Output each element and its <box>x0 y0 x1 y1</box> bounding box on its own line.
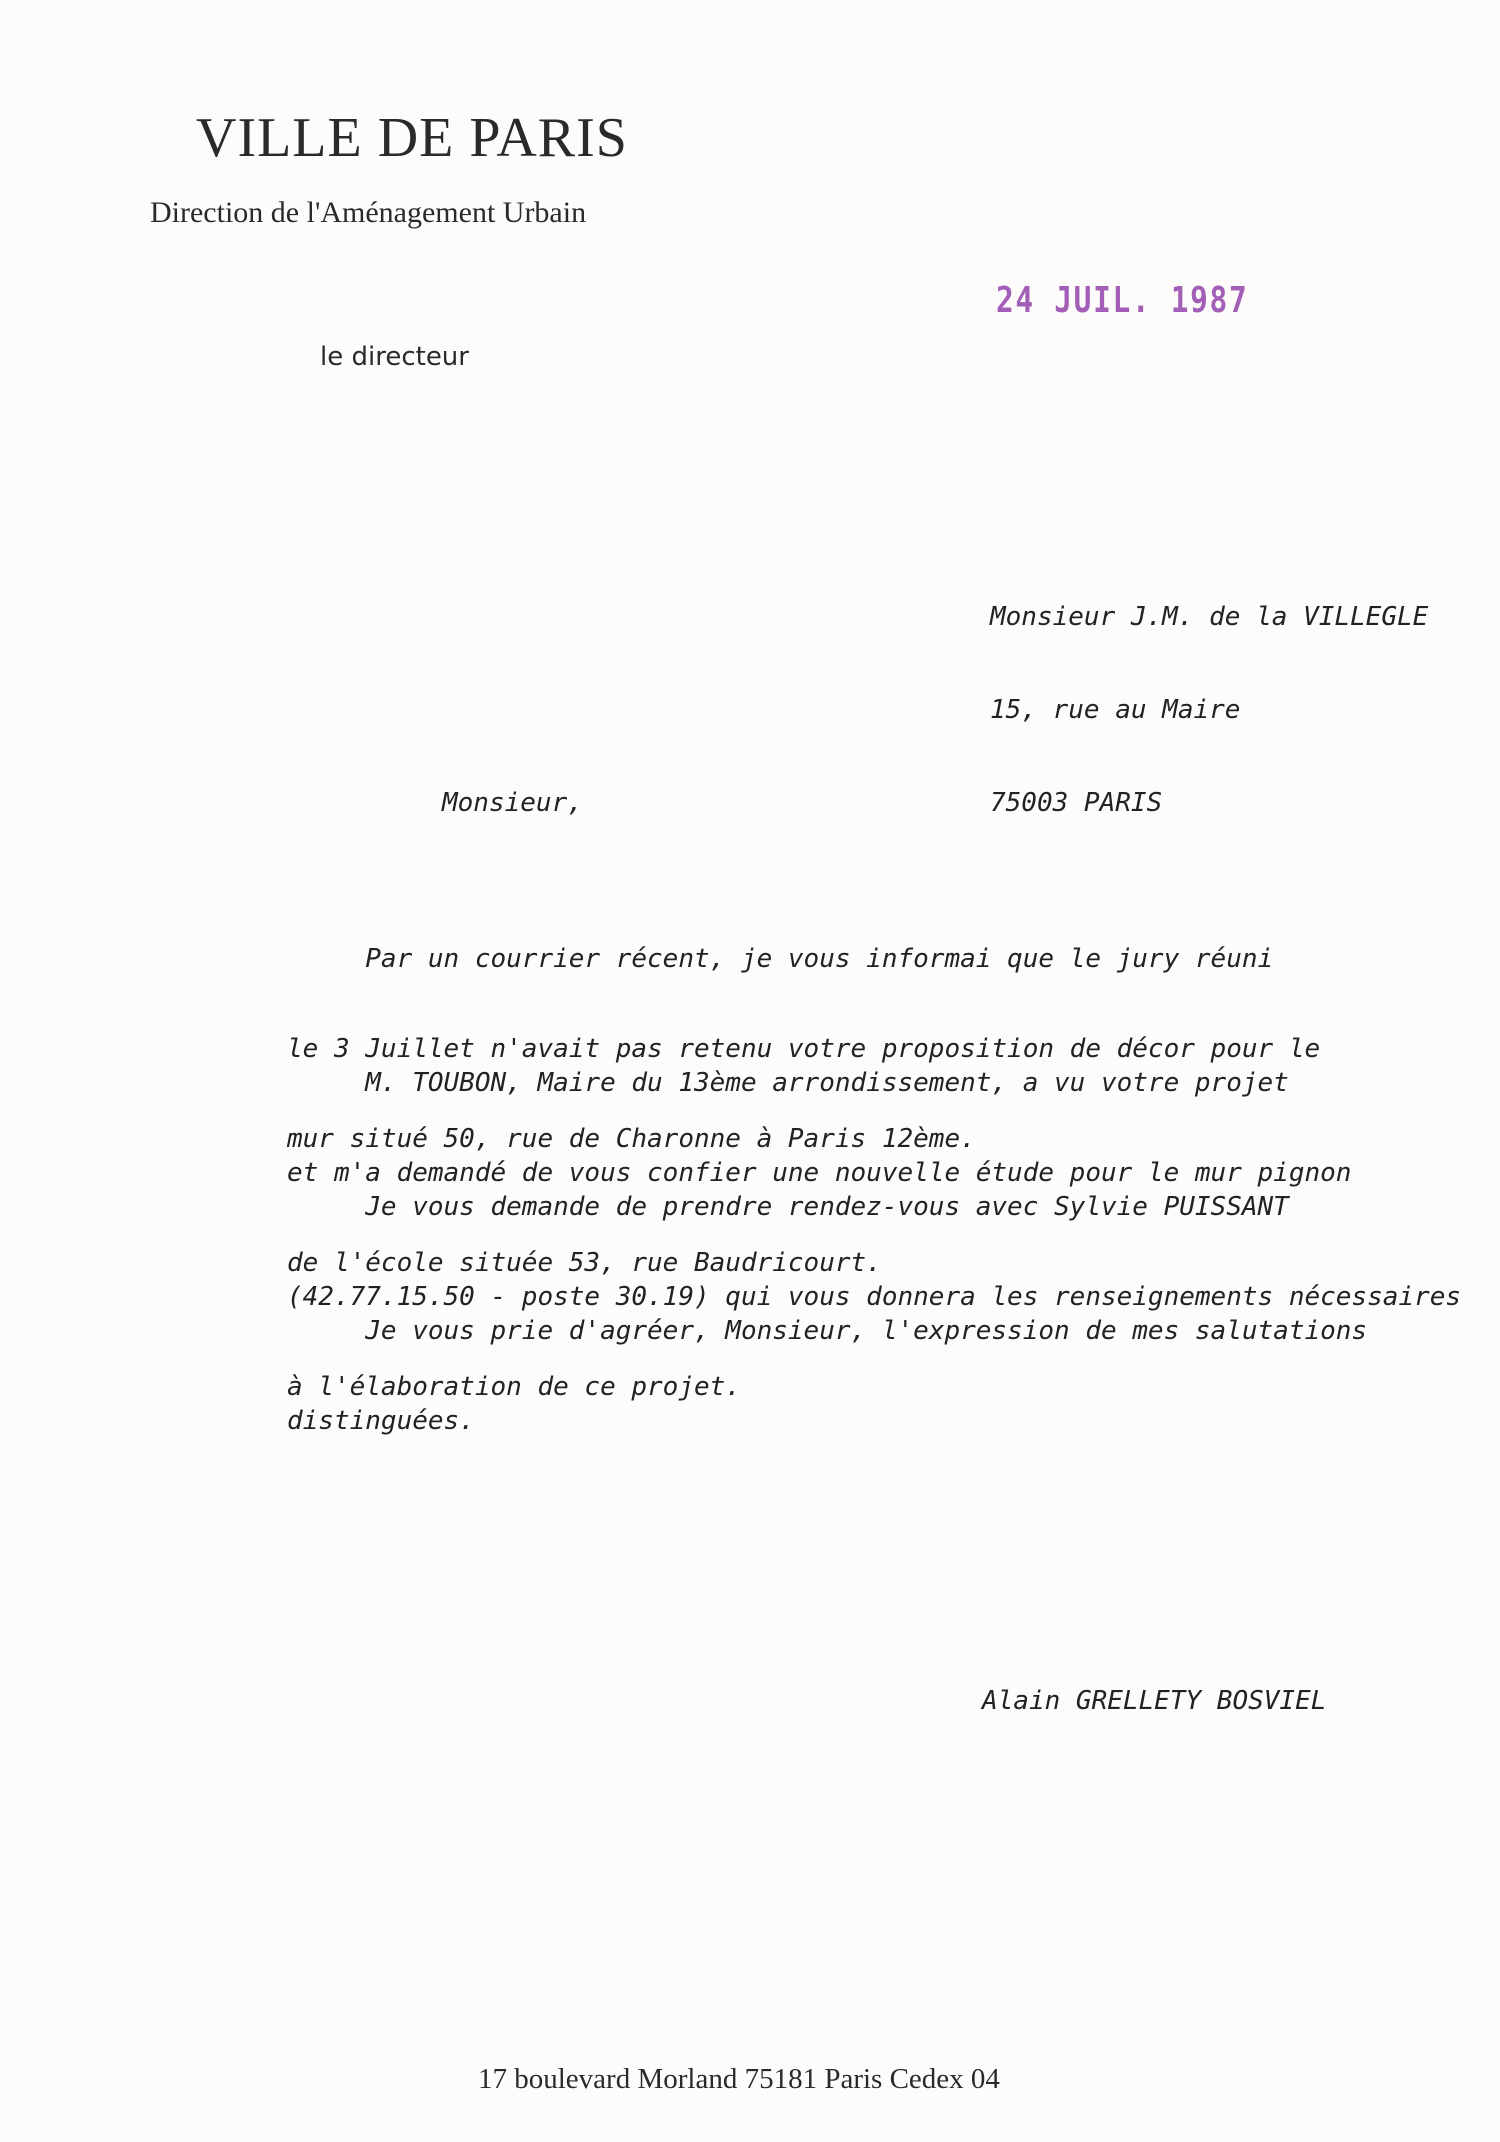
body-line: le 3 Juillet n'avait pas retenu votre proposition de décor pour le <box>287 1034 1321 1064</box>
recipient-address <box>990 540 1428 881</box>
body-line: et m'a demandé de vous confier une nouvelle étude pour le mur pignon <box>287 1158 1352 1188</box>
date-stamp: 24 JUIL. 1987 <box>996 280 1249 321</box>
salutation: Monsieur, <box>442 788 583 818</box>
body-line: (42.77.15.50 - poste 30.19) qui vous donnera les renseignements nécessaires <box>287 1282 1461 1312</box>
letterhead-title: VILLE DE PARIS <box>196 107 628 169</box>
body-line: distinguées. <box>287 1406 475 1436</box>
recipient-line: 75003 PARIS <box>990 788 1163 818</box>
body-paragraph <box>287 1256 1477 1496</box>
letterhead-subtitle: Direction de l'Aménagement Urbain <box>150 196 587 229</box>
sender-role: le directeur <box>320 342 469 372</box>
body-line: Je vous demande de prendre rendez-vous avec Sylvie PUISSANT <box>287 1192 1289 1222</box>
body-line: M. TOUBON, Maire du 13ème arrondissement, a vu votre projet <box>287 1068 1289 1098</box>
body-line: mur situé 50, rue de Charonne à Paris 12ème. <box>287 1124 976 1154</box>
recipient-line: Monsieur J.M. de la VILLEGLE <box>990 602 1429 632</box>
recipient-line: 15, rue au Maire <box>990 695 1241 725</box>
footer-address: 17 boulevard Morland 75181 Paris Cedex 04 <box>478 2063 1000 2095</box>
body-line: Je vous prie d'agréer, Monsieur, l'expression de mes salutations <box>287 1316 1368 1346</box>
signature-name: Alain GRELLETY BOSVIEL <box>982 1686 1327 1716</box>
body-line: Par un courrier récent, je vous informai que le jury réuni <box>287 944 1274 974</box>
body-line: de l'école située 53, rue Baudricourt. <box>287 1248 882 1278</box>
body-line: à l'élaboration de ce projet. <box>287 1372 741 1402</box>
